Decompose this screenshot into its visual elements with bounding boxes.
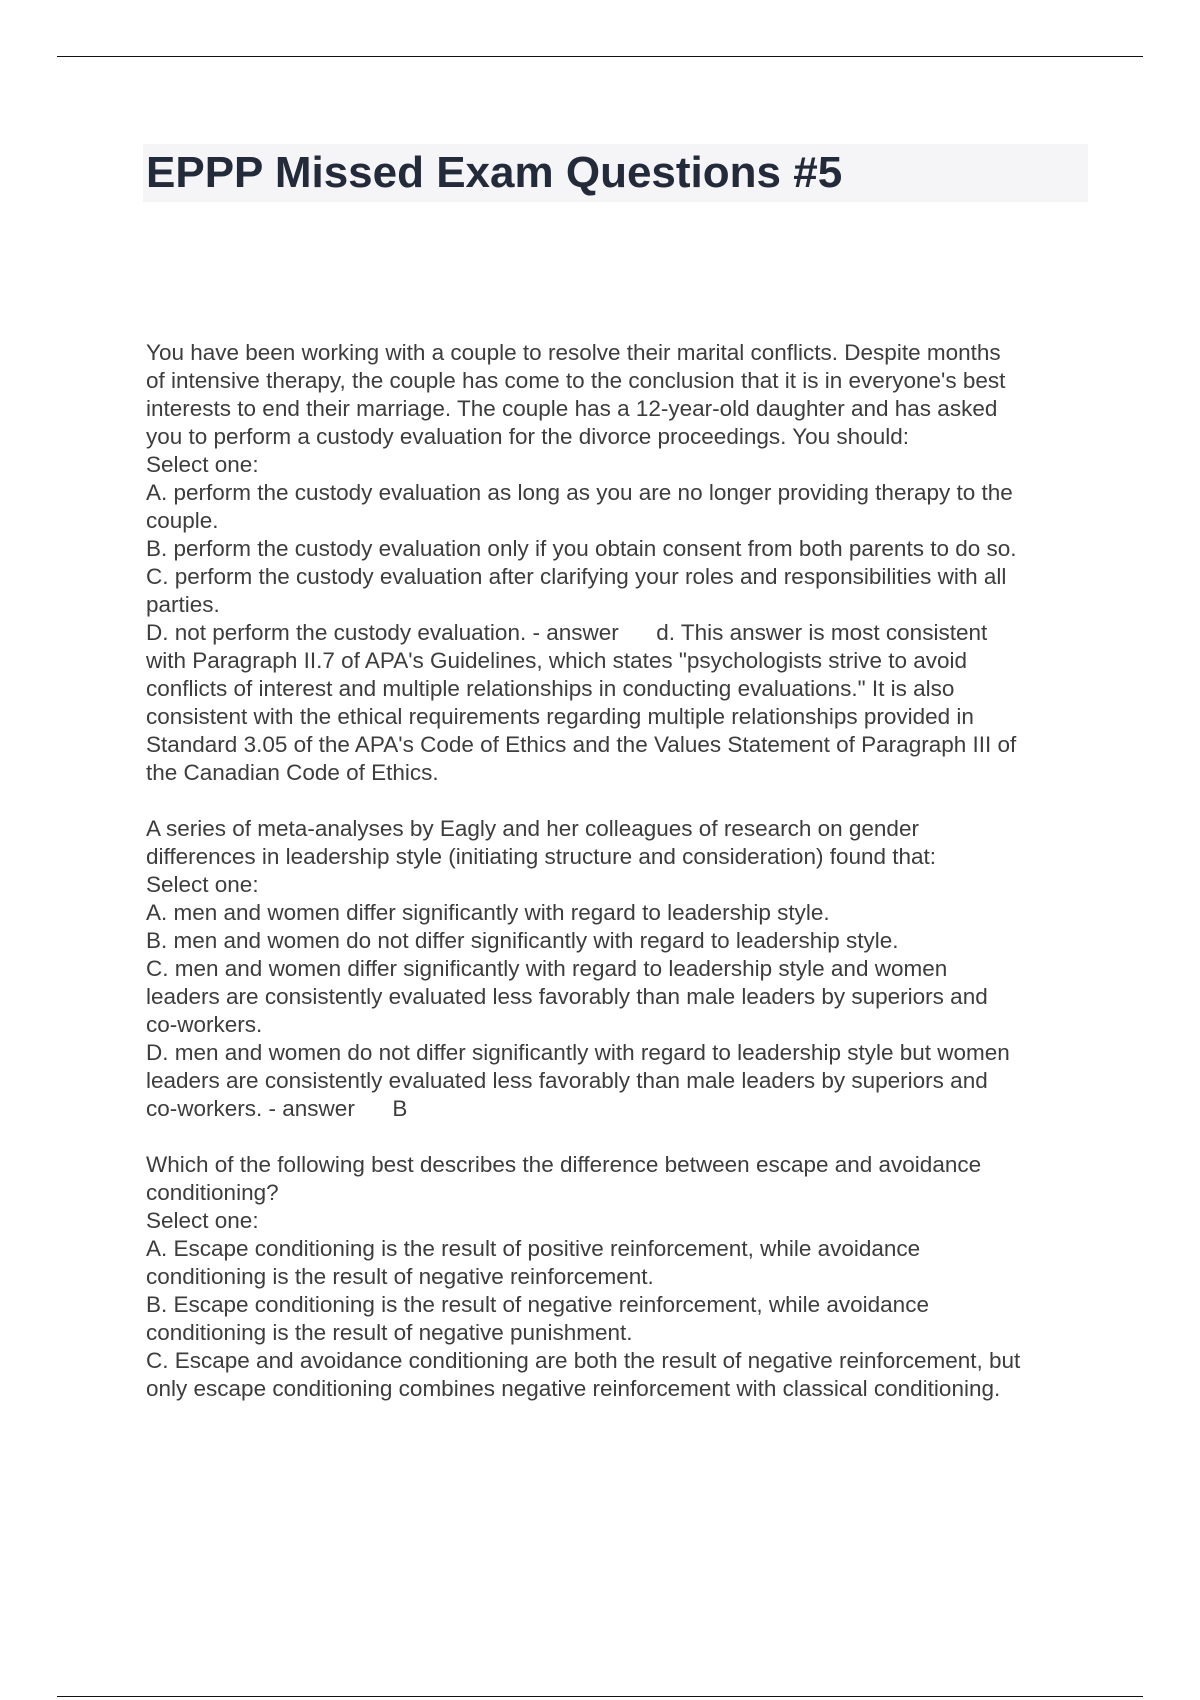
select-one-prompt: Select one: (146, 452, 259, 477)
option-c-continued: parties. (146, 592, 220, 617)
page-top-rule (57, 56, 1143, 57)
option-b: B. men and women do not differ significantly with regard to leadership style. (146, 928, 899, 953)
option-d: D. not perform the custody evaluation. (146, 620, 527, 645)
option-c: C. Escape and avoidance conditioning are both the result of negative reinforcement, but (146, 1348, 1021, 1373)
question-stem-line: interests to end their marriage. The couple has a 12-year-old daughter and has asked (146, 396, 998, 421)
option-c-continued: only escape conditioning combines negative reinforcement with classical conditioning. (146, 1376, 1001, 1401)
question-block-1 (146, 339, 1096, 787)
select-one-prompt: Select one: (146, 1208, 259, 1233)
explanation-line: conflicts of interest and multiple relationships in conducting evaluations." It is also (146, 676, 955, 701)
question-stem-line: you to perform a custody evaluation for the divorce proceedings. You should: (146, 424, 909, 449)
question-stem-line: Which of the following best describes the difference between escape and avoidance (146, 1152, 982, 1177)
answer-label: - answer (262, 1096, 355, 1121)
option-a-continued: conditioning is the result of negative reinforcement. (146, 1264, 654, 1289)
answer-value: B (392, 1096, 408, 1121)
option-a: A. perform the custody evaluation as long as you are no longer providing therapy to the (146, 480, 1013, 505)
question-block-2 (146, 815, 1096, 1123)
option-d-answer-line (146, 619, 1096, 647)
question-stem-line: You have been working with a couple to resolve their marital conflicts. Despite months (146, 340, 1001, 365)
question-stem-line: conditioning? (146, 1180, 279, 1205)
option-a: A. men and women differ significantly with regard to leadership style. (146, 900, 830, 925)
explanation-line: the Canadian Code of Ethics. (146, 760, 439, 785)
question-stem-line: differences in leadership style (initiating structure and consideration) found that: (146, 844, 937, 869)
option-b: B. Escape conditioning is the result of negative reinforcement, while avoidance (146, 1292, 929, 1317)
option-d-continued: leaders are consistently evaluated less favorably than male leaders by superiors and (146, 1068, 988, 1093)
option-d-answer-line (146, 1095, 1096, 1123)
page-title: EPPP Missed Exam Questions #5 (146, 148, 843, 197)
answer-label: - answer (526, 620, 619, 645)
page-bottom-rule (57, 1696, 1143, 1697)
question-block-3 (146, 1151, 1096, 1403)
option-b-continued: conditioning is the result of negative punishment. (146, 1320, 633, 1345)
option-c: C. perform the custody evaluation after clarifying your roles and responsibilities with all (146, 564, 1007, 589)
question-stem-line: of intensive therapy, the couple has come to the conclusion that it is in everyone's best (146, 368, 1006, 393)
explanation-line: Standard 3.05 of the APA's Code of Ethics and the Values Statement of Paragraph III of (146, 732, 1017, 757)
answer-value: d. This answer is most consistent (656, 620, 988, 645)
option-c-continued: co-workers. (146, 1012, 263, 1037)
explanation-line: consistent with the ethical requirements regarding multiple relationships provided in (146, 704, 974, 729)
option-a: A. Escape conditioning is the result of positive reinforcement, while avoidance (146, 1236, 921, 1261)
option-d-continued: co-workers. (146, 1096, 263, 1121)
select-one-prompt: Select one: (146, 872, 259, 897)
option-b: B. perform the custody evaluation only if you obtain consent from both parents to do so. (146, 536, 1017, 561)
explanation-line: with Paragraph II.7 of APA's Guidelines, which states "psychologists strive to avoid (146, 648, 968, 673)
option-c-continued: leaders are consistently evaluated less favorably than male leaders by superiors and (146, 984, 988, 1009)
option-d: D. men and women do not differ significantly with regard to leadership style but women (146, 1040, 1010, 1065)
option-c: C. men and women differ significantly with regard to leadership style and women (146, 956, 948, 981)
option-a-continued: couple. (146, 508, 219, 533)
question-stem-line: A series of meta-analyses by Eagly and her colleagues of research on gender (146, 816, 919, 841)
document-body (146, 339, 1096, 1431)
